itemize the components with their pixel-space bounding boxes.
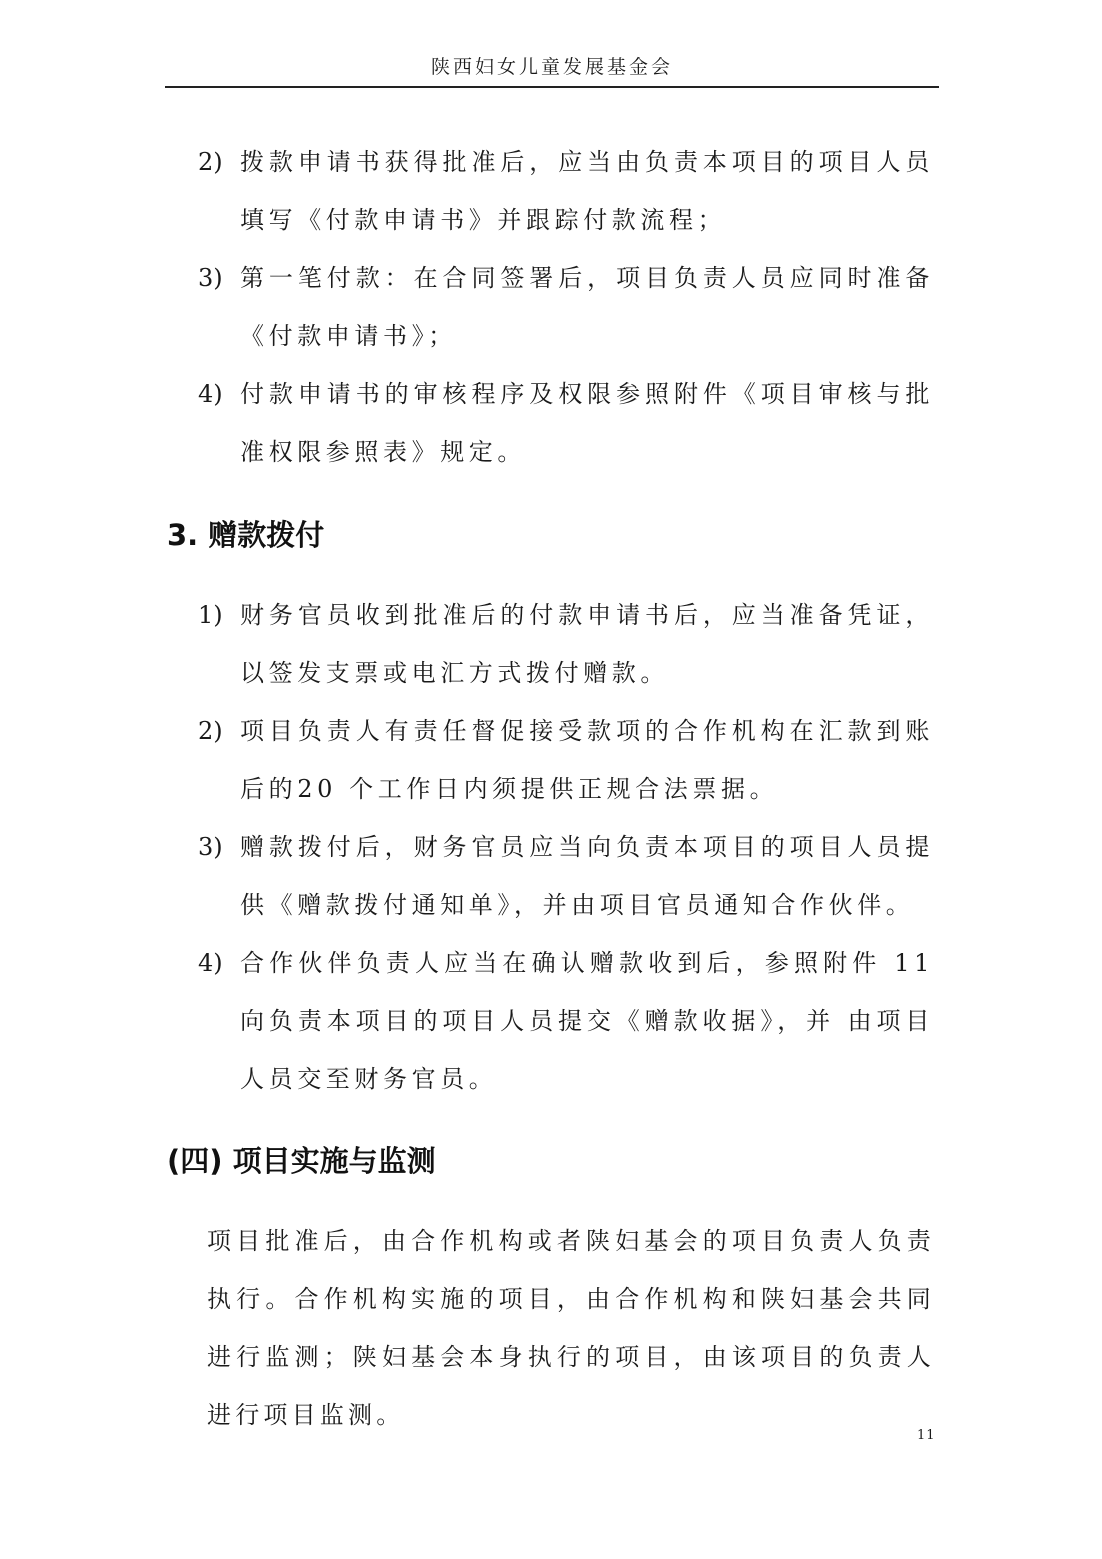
page-header — [165, 52, 939, 88]
list-item — [198, 934, 934, 1108]
list-item — [198, 702, 934, 818]
list-item-number: 2) — [198, 717, 223, 745]
list-item-text: 赠款拨付后，财务官员应当向负责本项目的项目人员提供《赠款拨付通知单》，并由项目官员通知合作伙伴。 — [240, 833, 934, 919]
list-item — [198, 249, 934, 365]
list-item-number: 3) — [198, 264, 223, 292]
section-heading-4: (四) 项目实施与监测 — [167, 1144, 436, 1178]
list-item-text: 项目负责人有责任督促接受款项的合作机构在汇款到账后的20 个工作日内须提供正规合法票据。 — [240, 717, 934, 803]
list-item — [198, 586, 934, 702]
list-item-text: 付款申请书的审核程序及权限参照附件《项目审核与批准权限参照表》规定。 — [240, 380, 934, 466]
section-heading-3: 3. 赠款拨付 — [167, 518, 325, 552]
list-item-number: 3) — [198, 833, 223, 861]
list-item-number: 4) — [198, 380, 223, 408]
list-item-text: 合作伙伴负责人应当在确认赠款收到后，参照附件 11 向负责本项目的项目人员提交《赠款收据》，并 由项目人员交至财务官员。 — [240, 949, 934, 1093]
list-item — [198, 365, 934, 481]
list-item-number: 2) — [198, 148, 223, 176]
list-item-text: 第一笔付款：在合同签署后，项目负责人员应同时准备《付款申请书》； — [240, 264, 934, 350]
list-item-number: 4) — [198, 949, 223, 977]
body-paragraph: 项目批准后，由合作机构或者陕妇基会的项目负责人负责执行。合作机构实施的项目，由合作机构和陕妇基会共同进行监测；陕妇基会本身执行的项目，由该项目的负责人进行项目监测。 — [207, 1227, 935, 1429]
list-item-text: 拨款申请书获得批准后，应当由负责本项目的项目人员填写《付款申请书》并跟踪付款流程； — [240, 148, 934, 234]
header-title: 陕西妇女儿童发展基金会 — [430, 56, 673, 78]
list-item — [198, 133, 934, 249]
list-item-number: 1) — [198, 601, 223, 629]
page-number: 11 — [917, 1428, 936, 1443]
list-item — [198, 818, 934, 934]
list-item-text: 财务官员收到批准后的付款申请书后，应当准备凭证，以签发支票或电汇方式拨付赠款。 — [240, 601, 934, 687]
